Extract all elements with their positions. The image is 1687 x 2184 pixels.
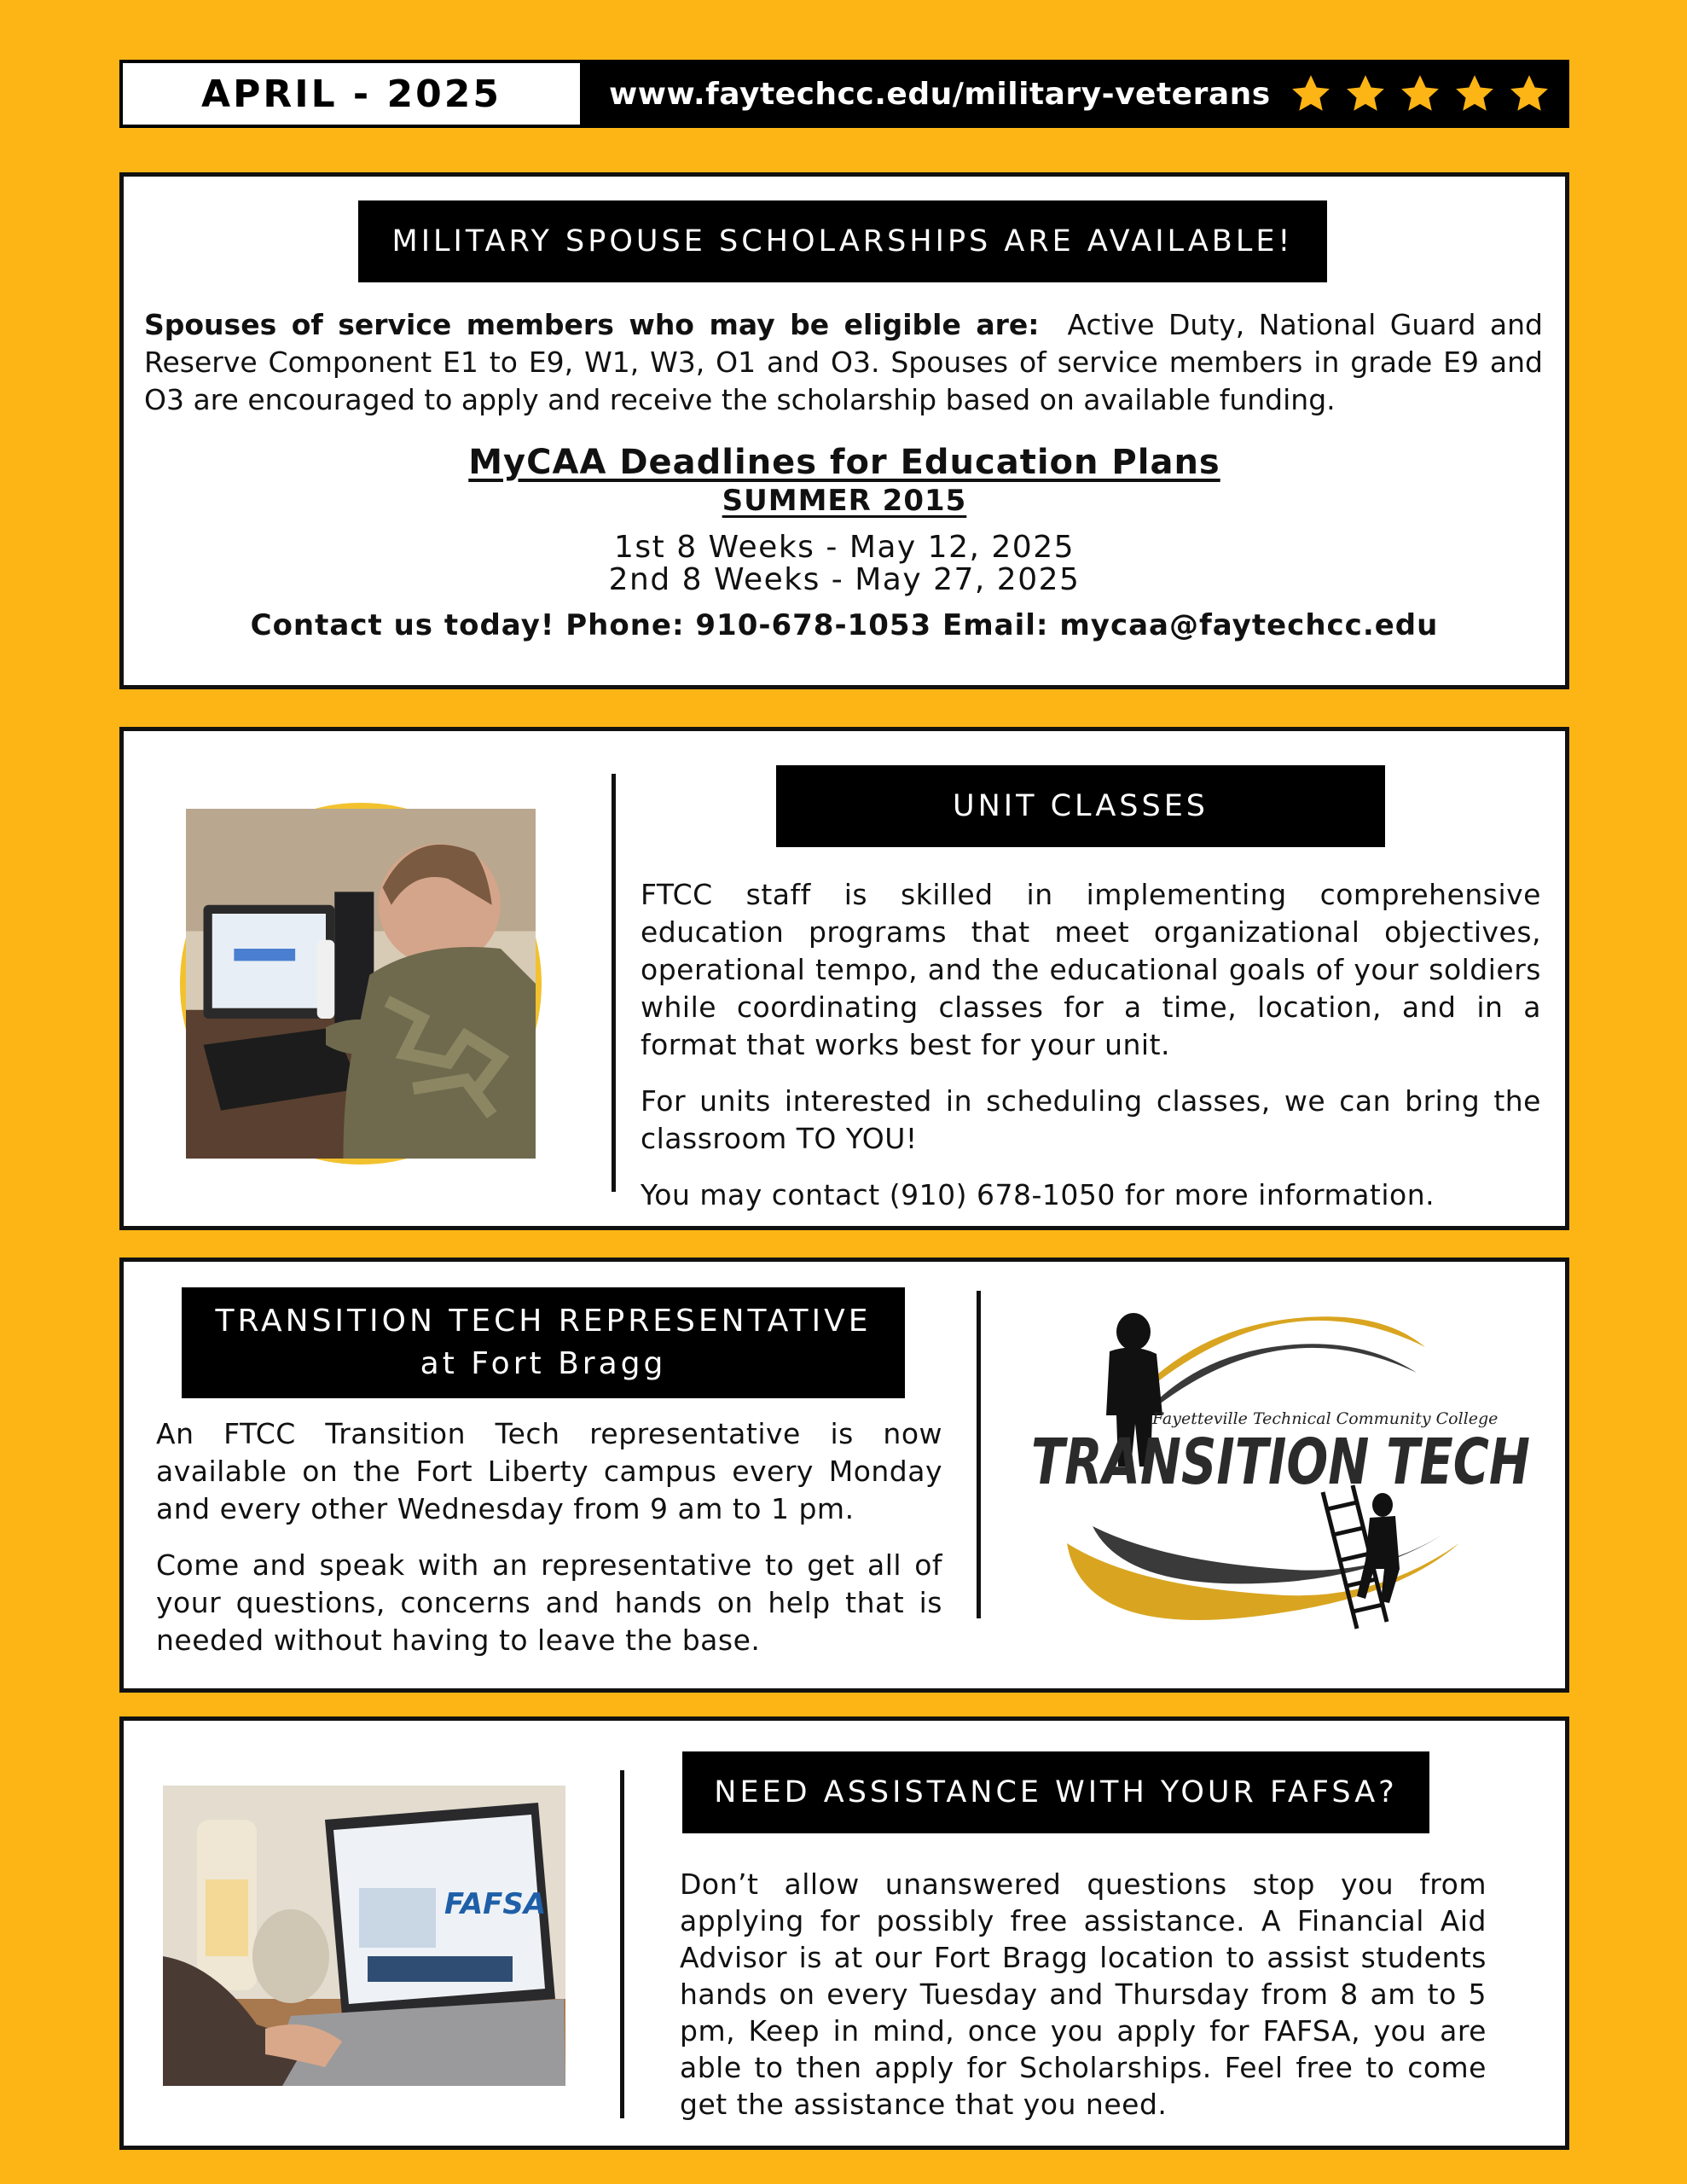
- transition-tech-logo: [1016, 1287, 1545, 1637]
- deadline-first: 1st 8 Weeks - May 12, 2025: [613, 530, 1075, 565]
- star-icon: [1399, 73, 1441, 115]
- section-divider: [612, 774, 616, 1192]
- fafsa-section: [119, 1716, 1569, 2150]
- star-icon: [1344, 73, 1387, 115]
- fafsa-body: Don’t allow unanswered questions stop you from applying for possibly free assistance. A Financial Aid Advisor is at our Fort Bragg location to assist students hands on every Tuesday and Thursday from 8 am to 5 pm, Keep in mind, once you apply for FAFSA, you are able to then apply for Scholarships. Feel free to come get the assistance that you need.: [680, 1867, 1487, 2121]
- newsletter-date: APRIL - 2025: [123, 63, 580, 125]
- eligibility-text: [144, 306, 1543, 419]
- scholarships-heading: MILITARY SPOUSE SCHOLARSHIPS ARE AVAILABLE!: [358, 200, 1327, 282]
- scholarships-section: [119, 172, 1569, 689]
- unit-classes-p1: FTCC staff is skilled in implementing comprehensive education programs that meet organizational objectives, operational tempo, and the educational goals of your soldiers while coordinating classes for a time, location, and in a format that works best for your unit.: [641, 878, 1541, 1061]
- transition-tech-heading: [182, 1287, 905, 1398]
- header-bar: [119, 60, 1569, 128]
- deadlines-title: MyCAA Deadlines for Education Plans: [468, 443, 1220, 482]
- header-url-area: [580, 63, 1566, 125]
- star-icon: [1508, 73, 1551, 115]
- unit-classes-p2: For units interested in scheduling classes, we can bring the classroom TO YOU!: [641, 1084, 1541, 1155]
- star-icon: [1290, 73, 1332, 115]
- section-divider: [620, 1770, 624, 2118]
- section-divider: [977, 1291, 981, 1618]
- transition-tech-heading-line2: at Fort Bragg: [420, 1346, 667, 1381]
- unit-classes-section: [119, 727, 1569, 1230]
- transition-tech-text: [156, 1415, 942, 1678]
- unit-classes-heading: UNIT CLASSES: [776, 765, 1385, 847]
- deadlines-subtitle: SUMMER 2015: [722, 484, 967, 518]
- soldier-computer-photo: [180, 803, 542, 1165]
- logo-title: TRANSITION TECH: [1031, 1426, 1530, 1499]
- transition-tech-section: [119, 1258, 1569, 1693]
- star-icon: [1453, 73, 1496, 115]
- fafsa-laptop-photo: [163, 1786, 565, 2086]
- fafsa-screen-logo: FAFSA: [444, 1887, 547, 1921]
- unit-classes-text: [641, 876, 1541, 1233]
- transition-tech-p1: An FTCC Transition Tech representative is now available on the Fort Liberty campus every Monday and every other Wednesday from 9 am to 1 pm.: [156, 1417, 942, 1525]
- unit-classes-p3: You may contact (910) 678-1050 for more information.: [641, 1178, 1435, 1211]
- logo-college-name: Fayetteville Technical Community College: [1152, 1409, 1499, 1428]
- eligibility-lead: Spouses of service members who may be eligible are:: [144, 308, 1040, 341]
- rating-stars: [1290, 73, 1551, 115]
- transition-tech-heading-line1: TRANSITION TECH REPRESENTATIVE: [215, 1303, 872, 1339]
- website-link[interactable]: www.faytechcc.edu/military-veterans: [609, 76, 1271, 112]
- eligibility-body: Active Duty, National Guard and Reserve Component E1 to E9, W1, W3, O1 and O3. Spouses of service members in grade E9 and O3 are encouraged to apply and receive the scholarship based on available funding.: [144, 308, 1544, 416]
- contact-line: Contact us today! Phone: 910-678-1053 Email: mycaa@faytechcc.edu: [250, 608, 1439, 642]
- deadline-second: 2nd 8 Weeks - May 27, 2025: [608, 562, 1081, 597]
- transition-tech-p2: Come and speak with an representative to get all of your questions, concerns and hands on help that is needed without having to leave the base.: [156, 1548, 942, 1657]
- fafsa-heading: NEED ASSISTANCE WITH YOUR FAFSA?: [682, 1751, 1429, 1833]
